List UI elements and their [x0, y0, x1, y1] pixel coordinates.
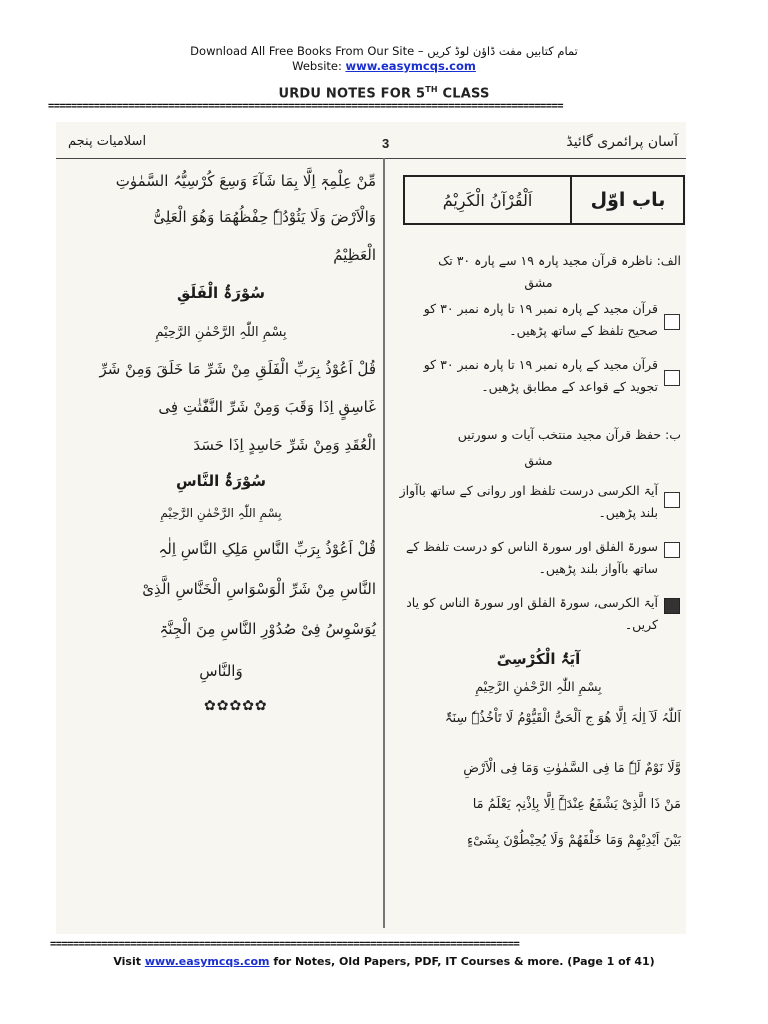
- footer-suffix: for Notes, Old Papers, PDF, IT Courses & more. (Page 1 of 41): [273, 955, 655, 968]
- checkbox-2: [664, 370, 680, 386]
- exercise-heading-1: مشق: [524, 275, 553, 290]
- left-line-5: غَاسِقٍ اِذَا وَقَبَ وَمِنْ شَرِّ النَّفّٰثٰتِ فِی: [158, 398, 376, 416]
- footer-prefix: Visit: [113, 955, 141, 968]
- verse-line-3: مَنْ ذَا الَّذِیْ یَشْفَعُ عِنْدَہٗٓ اِلَّا بِاِذْنِہٖ یَعْلَمُ مَا: [472, 797, 681, 812]
- header-download-line: [0, 44, 768, 58]
- left-line-4: قُلْ اَعُوْذُ بِرَبِّ الْفَلَقِ مِنْ شَرِّ مَا خَلَقَ وَمِنْ شَرِّ: [99, 360, 376, 378]
- title-sup: TH: [425, 85, 438, 94]
- header-website-line: [0, 59, 768, 73]
- scan-header: [56, 132, 686, 159]
- exercise-heading-2: مشق: [524, 453, 553, 468]
- flower-ornament: ✿✿✿✿✿: [204, 698, 268, 714]
- ayat-ul-kursi-title: آیَۃُ الْکُرْسِیّ: [496, 650, 581, 668]
- website-label: Website:: [292, 59, 342, 73]
- section-alif: الف: ناظرہ قرآن مجید پارہ ۱۹ سے پارہ ۳۰ تک: [438, 253, 681, 268]
- title-main: URDU NOTES FOR 5: [278, 86, 426, 102]
- exercise-item-2: قرآن مجید کے پارہ نمبر ۱۹ تا پارہ نمبر ۳۰ کو تجوید کے قواعد کے مطابق پڑھیں۔: [423, 357, 658, 394]
- bismillah-nas: بِسْمِ اللّٰہِ الرَّحْمٰنِ الرَّحِیْمِ: [160, 506, 282, 520]
- column-divider: [383, 158, 385, 928]
- checkbox-5-filled: [664, 598, 680, 614]
- left-line-7: قُلْ اَعُوْذُ بِرَبِّ النَّاسِ مَلِکِ النَّاسِ اِلٰہِ: [158, 540, 376, 558]
- left-line-1: مِّنْ عِلْمِہٖٓ اِلَّا بِمَا شَآءَ وَسِعَ کُرْسِیُّہُ السَّمٰوٰتِ: [115, 172, 376, 190]
- left-line-8: النَّاسِ مِنْ شَرِّ الْوَسْوَاسِ الْخَنَّاسِ الَّذِیْ: [142, 580, 376, 598]
- verse-line-1: اَللّٰہُ لَآ اِلٰہَ اِلَّا ھُوَ ج اَلْحَیُّ الْقَیُّوْمُ لَا تَاْخُذُہٗ سِنَۃٌ: [444, 711, 681, 726]
- checkbox-3: [664, 492, 680, 508]
- left-line-9: یُوَسْوِسُ فِیْ صُدُوْرِ النَّاسِ مِنَ الْجِنَّۃِ: [159, 620, 376, 638]
- bismillah-right: بِسْمِ اللّٰہِ الرَّحْمٰنِ الرَّحِیْمِ: [475, 679, 602, 694]
- exercise-item-1: قرآن مجید کے پارہ نمبر ۱۹ تا پارہ نمبر ۳۰ کو صحیح تلفظ کے ساتھ پڑھیں۔: [423, 301, 658, 338]
- verse-line-2: وَّلَا نَوْمٌ لَہٗ مَا فِی السَّمٰوٰتِ وَمَا فِی الْاَرْضِ: [463, 761, 681, 776]
- subject-title: اسلامیات پنجم: [68, 134, 147, 149]
- footer: [0, 955, 768, 968]
- footer-link[interactable]: www.easymcqs.com: [144, 955, 270, 968]
- page-title: [0, 85, 768, 101]
- page-number: 3: [382, 136, 390, 151]
- left-line-3: الْعَظِیْمُ: [333, 246, 376, 264]
- exercise-item-5: آیۃ الکرسی، سورۃ الفلق اور سورۃ الناس کو یاد کریں۔: [406, 595, 658, 632]
- chapter-heading-box: [403, 175, 685, 225]
- bottom-divider: ==================================================================================: [50, 938, 520, 950]
- header-urdu-text: تمام کتابیں مفت ڈاؤن لوڈ کریں: [427, 44, 578, 58]
- section-bay: ب: حفظ قرآن مجید منتخب آیات و سورتیں: [457, 427, 681, 442]
- bismillah-falaq: بِسْمِ اللّٰہِ الرَّحْمٰنِ الرَّحِیْمِ: [155, 325, 287, 340]
- checkbox-1: [664, 314, 680, 330]
- guide-title: آسان پرائمری گائیڈ: [566, 134, 678, 150]
- header-download-text: Download All Free Books From Our Site –: [190, 44, 424, 58]
- surah-falaq-title: سُوْرَۃُ الْفَلَقِ: [176, 284, 265, 302]
- website-link[interactable]: www.easymcqs.com: [345, 59, 476, 73]
- scanned-page: [56, 122, 686, 934]
- exercise-item-4: سورۃ الفلق اور سورۃ الناس کو درست تلفظ کے ساتھ باآواز بلند پڑھیں۔: [405, 539, 658, 576]
- checkbox-4: [664, 542, 680, 558]
- chapter-label: باب اوّل: [590, 189, 666, 211]
- left-line-6: الْعُقَدِ وَمِنْ شَرِّ حَاسِدٍ اِذَا حَسَدَ: [193, 436, 376, 454]
- left-line-2: وَالْاَرْضَ وَلَا یَئُوْدُہٗ حِفْظُھُمَا وَھُوَ الْعَلِیُّ: [153, 208, 376, 226]
- chapter-title: اَلْقُرْآنُ الْکَرِیْمُ: [405, 177, 572, 223]
- verse-line-4: بَیْنَ اَیْدِیْھِمْ وَمَا خَلْفَھُمْ وَلَا یُحِیْطُوْنَ بِشَیْءٍ: [466, 833, 681, 848]
- left-line-10: وَالنَّاسِ: [199, 662, 243, 680]
- exercise-item-3: آیۃ الکرسی درست تلفظ اور روانی کے ساتھ باآواز بلند پڑھیں۔: [399, 483, 658, 520]
- title-end: CLASS: [442, 86, 490, 102]
- top-divider: ==========================================================================================: [48, 100, 563, 112]
- surah-nas-title: سُوْرَۃُ النَّاسِ: [175, 472, 267, 490]
